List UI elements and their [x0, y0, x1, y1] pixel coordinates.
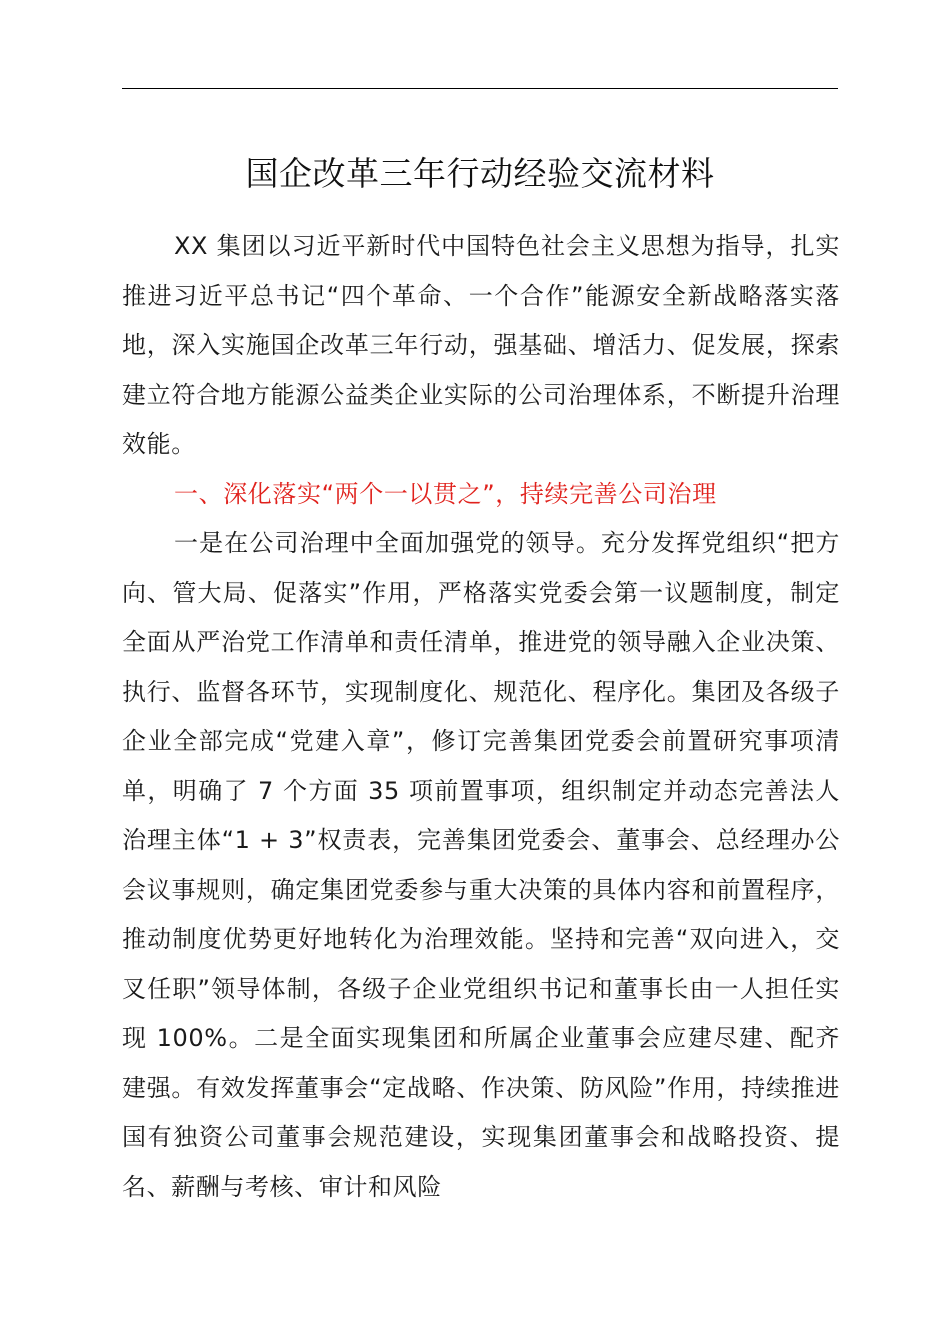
document-body: [122, 222, 840, 1212]
document-title: 国企改革三年行动经验交流材料: [245, 154, 715, 193]
section-heading: 一、深化落实“两个一以贯之”，持续完善公司治理: [174, 479, 717, 508]
intro-paragraph: XX 集团以习近平新时代中国特色社会主义思想为指导，扎实推进习近平总书记“四个革命、一个合作”能源安全新战略落实落地，深入实施国企改革三年行动，强基础、增活力、促发展，探索建立符合地方能源公益类企业实际的公司治理体系，不断提升治理效能。: [122, 232, 840, 458]
header-rule: [122, 88, 838, 89]
section-paragraph: 一是在公司治理中全面加强党的领导。充分发挥党组织“把方向、管大局、促落实”作用，严格落实党委会第一议题制度，制定全面从严治党工作清单和责任清单，推进党的领导融入企业决策、执行、监督各环节，实现制度化、规范化、程序化。集团及各级子企业全部完成“党建入章”，修订完善集团党委会前置研究事项清单，明确了 7 个方面 35 项前置事项，组织制定并动态完善法人治理主体“1 + 3”权责表，完善集团党委会、董事会、总经理办公会议事规则，确定集团党委参与重大决策的具体内容和前置程序，推动制度优势更好地转化为治理效能。坚持和完善“双向进入，交叉任职”领导体制，各级子企业党组织书记和董事长由一人担任实现 100%。二是全面实现集团和所属企业董事会应建尽建、配齐建强。有效发挥董事会“定战略、作决策、防风险”作用，持续推进国有独资公司董事会规范建设，实现集团董事会和战略投资、提名、薪酬与考核、审计和风险: [122, 529, 840, 1201]
